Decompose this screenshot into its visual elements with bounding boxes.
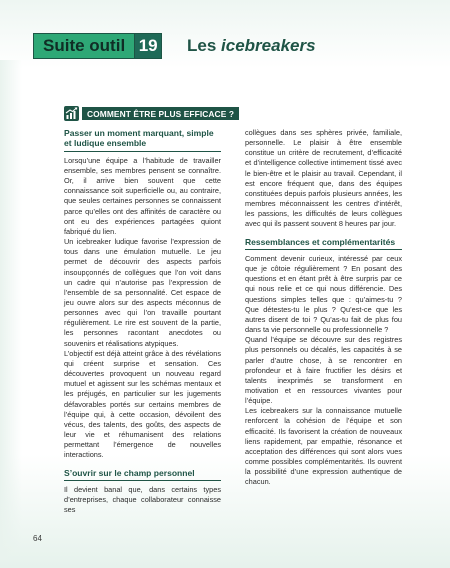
section-heading: Ressemblances et complémentarités	[245, 236, 396, 247]
banner-label: COMMENT ÊTRE PLUS EFFICACE ?	[82, 107, 239, 120]
right-column	[245, 128, 402, 488]
page-side-tint	[0, 60, 22, 560]
tool-number: 19	[135, 33, 162, 59]
page-number: 64	[33, 534, 42, 543]
paragraph: Les icebreakers sur la connaissance mutuelle renforcent la cohésion de l’équipe et son efficacité. Ils favorisent la création de nouveaux liens rapidement, par empathie, résonance et acceptation des différences qui sont alors vues comme possibles complémentarités. Ils ouvrent la possibilité d’une expression authentique de chacun.	[245, 406, 402, 487]
bar-chart-growth-icon	[64, 106, 79, 121]
heading-underline	[64, 480, 221, 481]
paragraph: Lorsqu’une équipe a l’habitude de travailler ensemble, ses membres pensent se connaître. Or, il arrive bien souvent que cette connaissance soit superficielle ou, au contraire, que seules certaines personnes se connaissent parce qu’elles ont des affinités de caractère ou ont eu des expériences partagées quiont fabriqué du lien.	[64, 155, 221, 236]
page-title-prefix: Les	[187, 36, 222, 55]
paragraph: collègues dans ses sphères privée, familiale, personnelle. Le plaisir à être ensemble constitue un critère de recrutement, d’efficacité et d’intelligence collective intimement tissé avec le bien-être et le plaisir au travail. Cependant, il est encore fréquent que, dans des équipes constituées depuis parfois plusieurs années, les membres méconnaissent les centres d’intérêt, les passions, les difficultés de leurs collègues avec qui ils passent souvent 8 heures par jour.	[245, 128, 402, 229]
section-banner	[64, 106, 239, 121]
page-title-emphasis: icebreakers	[221, 36, 316, 55]
paragraph: Un icebreaker ludique favorise l’expression de tous dans une émulation mutuelle. Le jeu permet de découvrir des aspects parfois insoupçonnés de collègues que l’on voit dans un cadre qui n’autorise pas l’expression de l’ensemble de sa personnalité. Cet espace de jeu ouvre alors sur des aspects méconnus de personnes avec qui l’on travaille pourtant régulièrement. Le rire est souvent de la partie, les personnes racontant anecdotes ou souvenirs et réalisations atypiques.	[64, 237, 221, 348]
paragraph: L’objectif est déjà atteint grâce à des révélations qui créent surprise et sensation. Ces découvertes provoquent un nouveau regard mutuel et agissent sur les schémas mentaux et les préjugés, en particulier sur les jugements défavorables portés sur certains membres de l’équipe qui, à cette occasion, dévoilent des vécus, des talents, des goûts, des aspects de leur vie et réhumanisent des relations permettant l’émergence de nouvelles interactions.	[64, 348, 221, 460]
paragraph: Quand l’équipe se découvre sur des registres plus personnels ou décalés, les capacités à se parler d’autre chose, à se rencontrer en profondeur et à faire fructifier les désirs et talents inexprimés se transforment en motivation et en ressources vivantes pour l’équipe.	[245, 335, 402, 406]
paragraph: Il devient banal que, dans certains types d’entreprises, chaque collaborateur connaisse ses	[64, 484, 221, 515]
left-column	[64, 128, 221, 515]
heading-underline	[245, 249, 402, 250]
tool-header	[33, 33, 162, 59]
page-title	[187, 36, 316, 56]
section-label: Suite outil	[33, 33, 135, 59]
section-heading: S’ouvrir sur le champ personnel	[64, 467, 195, 478]
heading-underline	[64, 151, 221, 152]
section-heading: Passer un moment marquant, simple et ludique ensemble	[64, 128, 214, 149]
paragraph: Comment devenir curieux, intéressé par ceux que je côtoie régulièrement ? En posant des questions et en étant prêt à être surpris par ce qui nous relie et ce qui nous différencie. Des questions simples telles que : qu’aimes-tu ? Que détestes-tu le plus ? Qu’est-ce que les autres disent de toi ? Qu’as-tu fait de plus fou dans ta vie personnelle ou professionnelle ?	[245, 253, 402, 335]
